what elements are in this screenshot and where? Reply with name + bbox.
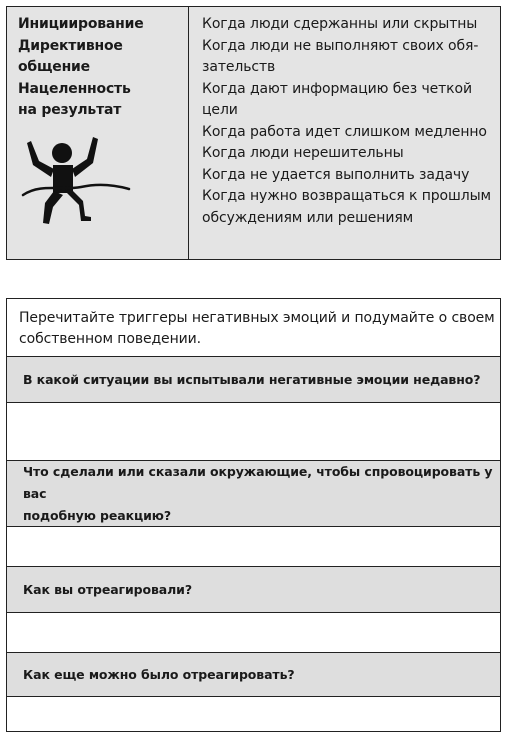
style-name-line: общение (18, 59, 90, 75)
instruction-line: собственном поведении. (19, 331, 201, 347)
trigger-line: Когда нужно возвращаться к прошлым (202, 188, 491, 204)
worksheet-instructions (7, 299, 500, 357)
answer-field-alternative-reaction[interactable] (7, 697, 500, 731)
trigger-line: цели (202, 102, 238, 118)
question-your-reaction (7, 567, 500, 613)
answer-field-recent-situation[interactable] (7, 403, 500, 461)
question-line: Как еще можно было отреагировать? (23, 666, 295, 682)
trigger-line: обсуждениям или решениям (202, 209, 414, 226)
runner-finish-line-icon (21, 131, 133, 231)
question-line: Что сделали или сказали окружающие, чтобы спровоцировать у вас (23, 463, 493, 501)
reflection-worksheet (6, 298, 501, 732)
trigger-line: Когда люди сдержанны или скрытны (202, 16, 478, 32)
style-name-line: Директивное (18, 37, 123, 54)
triggers-cell (189, 7, 500, 259)
trigger-line: Когда люди нерешительны (202, 145, 404, 161)
trigger-line: Когда работа идет слишком медленно (202, 123, 487, 140)
question-recent-situation (7, 357, 500, 403)
question-line: В какой ситуации вы испытывали негативные эмоции недавно? (23, 371, 481, 387)
trigger-line: зательств (202, 59, 276, 75)
answer-field-others-provocation[interactable] (7, 527, 500, 567)
question-line: Как вы отреагировали? (23, 581, 192, 597)
style-card (6, 6, 501, 260)
style-name-line: Инициирование (18, 16, 144, 32)
style-names (18, 14, 188, 122)
trigger-list (202, 14, 500, 229)
style-name-line: на результат (18, 102, 122, 118)
style-name-line: Нацеленность (18, 80, 131, 97)
trigger-line: Когда дают информацию без четкой (202, 80, 472, 97)
style-name-cell (7, 7, 189, 259)
question-line: подобную реакцию? (23, 507, 171, 523)
question-alternative-reaction (7, 653, 500, 697)
question-others-provocation (7, 461, 500, 527)
answer-field-your-reaction[interactable] (7, 613, 500, 653)
trigger-line: Когда люди не выполняют своих обя- (202, 37, 479, 54)
trigger-line: Когда не удается выполнить задачу (202, 166, 470, 183)
instruction-line: Перечитайте триггеры негативных эмоций и подумайте о своем (19, 310, 495, 326)
